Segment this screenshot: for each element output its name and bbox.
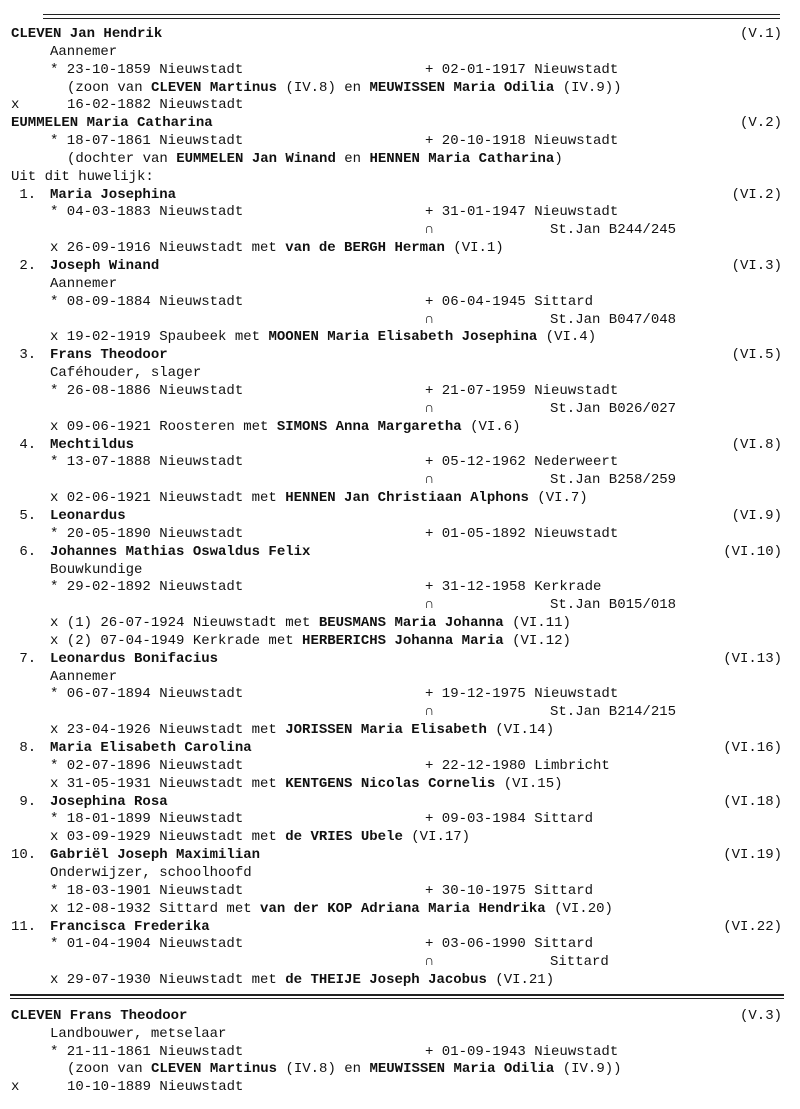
inline-run bbox=[67, 79, 622, 97]
birth-date: * 01-04-1904 Nieuwstadt bbox=[50, 936, 244, 952]
birth-death-line bbox=[0, 1043, 800, 1061]
death-date: + 31-01-1947 Nieuwstadt bbox=[425, 204, 619, 220]
mother-ref: ) bbox=[554, 151, 563, 167]
generation-ref: (VI.3) bbox=[731, 258, 782, 274]
birth-date: * 29-02-1892 Nieuwstadt bbox=[50, 579, 244, 595]
birth-date: * 04-03-1883 Nieuwstadt bbox=[50, 204, 244, 220]
spouse-ref: (VI.7) bbox=[528, 490, 588, 506]
child-number: 1. bbox=[11, 187, 37, 203]
spouse-name: BEUSMANS Maria Johanna bbox=[318, 615, 504, 631]
spouse-name: de VRIES Ubele bbox=[285, 829, 403, 845]
birth-death-line bbox=[0, 685, 800, 703]
child-marriage-line bbox=[0, 971, 800, 989]
child-number: 5. bbox=[11, 508, 37, 524]
child-number: 6. bbox=[11, 544, 37, 560]
burial-line bbox=[0, 596, 800, 614]
birth-death-line bbox=[0, 882, 800, 900]
person-name: CLEVEN Jan Hendrik bbox=[11, 26, 163, 42]
child-name: Johannes Mathias Oswaldus Felix bbox=[50, 544, 311, 560]
child-name: Maria Elisabeth Carolina bbox=[50, 740, 252, 756]
inline-run bbox=[50, 632, 571, 650]
burial-symbol: ∩ bbox=[425, 597, 434, 613]
child-heading bbox=[0, 543, 800, 561]
death-date: + 01-05-1892 Nieuwstadt bbox=[425, 526, 619, 542]
child-marriage-line bbox=[0, 900, 800, 918]
death-date: + 01-09-1943 Nieuwstadt bbox=[425, 1044, 619, 1060]
occupation: Landbouwer, metselaar bbox=[50, 1026, 227, 1042]
spouse-ref: (VI.11) bbox=[503, 615, 571, 631]
person-heading bbox=[0, 114, 800, 132]
top-rule bbox=[43, 14, 780, 15]
child-marriage-line bbox=[0, 489, 800, 507]
top-rule-second bbox=[43, 18, 780, 19]
child-name: Francisca Frederika bbox=[50, 919, 210, 935]
burial-location: St.Jan B015/018 bbox=[550, 597, 677, 613]
spouse-ref: (VI.14) bbox=[486, 722, 555, 738]
parents-prefix: (zoon van bbox=[67, 80, 152, 96]
parents-line bbox=[0, 1060, 800, 1078]
child-marriage-line bbox=[0, 775, 800, 793]
occupation: Caféhouder, slager bbox=[50, 365, 202, 381]
birth-death-line bbox=[0, 203, 800, 221]
birth-death-line bbox=[0, 382, 800, 400]
death-date: + 09-03-1984 Sittard bbox=[425, 811, 594, 827]
child-heading bbox=[0, 739, 800, 757]
death-date: + 30-10-1975 Sittard bbox=[425, 883, 594, 899]
marriage-date-place: 16-02-1882 Nieuwstadt bbox=[67, 97, 244, 113]
parents-prefix: (dochter van bbox=[67, 151, 177, 167]
occupation-line bbox=[0, 668, 800, 686]
marriage-date-place: x 29-07-1930 Nieuwstadt met bbox=[50, 972, 286, 988]
burial-symbol: ∩ bbox=[425, 222, 434, 238]
spouse-name: JORISSEN Maria Elisabeth bbox=[285, 722, 487, 738]
child-heading bbox=[0, 507, 800, 525]
inline-run bbox=[67, 1060, 622, 1078]
inline-run bbox=[50, 418, 521, 436]
burial-symbol: ∩ bbox=[425, 312, 434, 328]
death-date: + 05-12-1962 Nederweert bbox=[425, 454, 619, 470]
birth-date: * 21-11-1861 Nieuwstadt bbox=[50, 1044, 244, 1060]
child-marriage-line bbox=[0, 614, 800, 632]
generation-ref: (VI.10) bbox=[723, 544, 782, 560]
person-heading bbox=[0, 25, 800, 43]
birth-death-line bbox=[0, 578, 800, 596]
child-number: 4. bbox=[11, 437, 37, 453]
burial-location: St.Jan B244/245 bbox=[550, 222, 677, 238]
child-marriage-line bbox=[0, 328, 800, 346]
children-intro bbox=[0, 168, 800, 186]
generation-ref: (V.1) bbox=[739, 26, 782, 42]
inline-run bbox=[50, 489, 588, 507]
marriage-date-place: x 31-05-1931 Nieuwstadt met bbox=[50, 776, 286, 792]
generation-ref: (VI.22) bbox=[723, 919, 782, 935]
marriage-date-place: x 12-08-1932 Sittard met bbox=[50, 901, 261, 917]
generation-ref: (VI.18) bbox=[723, 794, 782, 810]
marriage-date-place: x 02-06-1921 Nieuwstadt met bbox=[50, 490, 286, 506]
burial-symbol: ∩ bbox=[425, 472, 434, 488]
occupation-line bbox=[0, 561, 800, 579]
intro-text: Uit dit huwelijk: bbox=[11, 169, 154, 185]
parents-line bbox=[0, 150, 800, 168]
birth-date: * 13-07-1888 Nieuwstadt bbox=[50, 454, 244, 470]
person-name: CLEVEN Frans Theodoor bbox=[11, 1008, 188, 1024]
birth-date: * 08-09-1884 Nieuwstadt bbox=[50, 294, 244, 310]
child-name: Frans Theodoor bbox=[50, 347, 168, 363]
inline-run bbox=[50, 971, 554, 989]
burial-line bbox=[0, 400, 800, 418]
father-ref: (IV.8) en bbox=[277, 1061, 370, 1077]
birth-date: * 18-03-1901 Nieuwstadt bbox=[50, 883, 244, 899]
generation-ref: (VI.13) bbox=[723, 651, 782, 667]
burial-location: St.Jan B026/027 bbox=[550, 401, 677, 417]
person-heading bbox=[0, 1007, 800, 1025]
child-name: Joseph Winand bbox=[50, 258, 160, 274]
occupation-line bbox=[0, 1025, 800, 1043]
birth-date: * 23-10-1859 Nieuwstadt bbox=[50, 62, 244, 78]
birth-death-line bbox=[0, 132, 800, 150]
spouse-ref: (VI.20) bbox=[545, 901, 613, 917]
child-name: Maria Josephina bbox=[50, 187, 177, 203]
generation-ref: (VI.19) bbox=[723, 847, 782, 863]
child-heading bbox=[0, 793, 800, 811]
marriage-mark: x bbox=[11, 1079, 20, 1095]
child-marriage-line bbox=[0, 239, 800, 257]
child-heading bbox=[0, 650, 800, 668]
child-number: 10. bbox=[11, 847, 37, 863]
birth-date: * 20-05-1890 Nieuwstadt bbox=[50, 526, 244, 542]
child-name: Leonardus Bonifacius bbox=[50, 651, 219, 667]
death-date: + 03-06-1990 Sittard bbox=[425, 936, 594, 952]
person-name: EUMMELEN Maria Catharina bbox=[11, 115, 213, 131]
marriage-date-place: x (1) 26-07-1924 Nieuwstadt met bbox=[50, 615, 319, 631]
marriage-date-place: x (2) 07-04-1949 Kerkrade met bbox=[50, 633, 303, 649]
inline-run bbox=[50, 721, 554, 739]
death-date: + 20-10-1918 Nieuwstadt bbox=[425, 133, 619, 149]
spouse-name: de THEIJE Joseph Jacobus bbox=[285, 972, 487, 988]
burial-location: St.Jan B047/048 bbox=[550, 312, 677, 328]
inline-run bbox=[50, 239, 504, 257]
burial-location: Sittard bbox=[550, 954, 609, 970]
mother-name: MEUWISSEN Maria Odilia bbox=[369, 1061, 555, 1077]
burial-location: St.Jan B214/215 bbox=[550, 704, 677, 720]
child-name: Gabriël Joseph Maximilian bbox=[50, 847, 261, 863]
death-date: + 02-01-1917 Nieuwstadt bbox=[425, 62, 619, 78]
child-number: 8. bbox=[11, 740, 37, 756]
generation-ref: (VI.9) bbox=[731, 508, 782, 524]
marriage-date-place: x 19-02-1919 Spaubeek met bbox=[50, 329, 269, 345]
birth-date: * 02-07-1896 Nieuwstadt bbox=[50, 758, 244, 774]
birth-death-line bbox=[0, 453, 800, 471]
occupation-line bbox=[0, 43, 800, 61]
child-heading bbox=[0, 257, 800, 275]
spouse-ref: (VI.12) bbox=[503, 633, 571, 649]
mother-name: MEUWISSEN Maria Odilia bbox=[369, 80, 555, 96]
burial-line bbox=[0, 221, 800, 239]
spouse-ref: (VI.15) bbox=[495, 776, 563, 792]
inline-run bbox=[67, 150, 563, 168]
death-date: + 21-07-1959 Nieuwstadt bbox=[425, 383, 619, 399]
father-ref: (IV.8) en bbox=[277, 80, 370, 96]
parents-line bbox=[0, 79, 800, 97]
child-number: 3. bbox=[11, 347, 37, 363]
inline-run bbox=[50, 900, 613, 918]
birth-death-line bbox=[0, 935, 800, 953]
child-name: Josephina Rosa bbox=[50, 794, 168, 810]
spouse-ref: (VI.4) bbox=[537, 329, 597, 345]
spouse-name: HENNEN Jan Christiaan Alphons bbox=[285, 490, 529, 506]
child-heading bbox=[0, 186, 800, 204]
birth-death-line bbox=[0, 293, 800, 311]
burial-symbol: ∩ bbox=[425, 954, 434, 970]
father-name: CLEVEN Martinus bbox=[151, 1061, 278, 1077]
marriage-line bbox=[0, 1078, 800, 1096]
generation-ref: (V.3) bbox=[739, 1008, 782, 1024]
child-heading bbox=[0, 846, 800, 864]
birth-death-line bbox=[0, 810, 800, 828]
child-name: Leonardus bbox=[50, 508, 126, 524]
spouse-name: van der KOP Adriana Maria Hendrika bbox=[260, 901, 546, 917]
father-name: EUMMELEN Jan Winand bbox=[176, 151, 336, 167]
burial-line bbox=[0, 703, 800, 721]
generation-ref: (VI.16) bbox=[723, 740, 782, 756]
child-marriage-line bbox=[0, 632, 800, 650]
marriage-date-place: x 09-06-1921 Roosteren met bbox=[50, 419, 277, 435]
birth-date: * 06-07-1894 Nieuwstadt bbox=[50, 686, 244, 702]
child-marriage-line bbox=[0, 828, 800, 846]
burial-symbol: ∩ bbox=[425, 401, 434, 417]
burial-location: St.Jan B258/259 bbox=[550, 472, 677, 488]
occupation: Bouwkundige bbox=[50, 562, 143, 578]
child-name: Mechtildus bbox=[50, 437, 135, 453]
child-number: 11. bbox=[11, 919, 37, 935]
spouse-name: SIMONS Anna Margaretha bbox=[276, 419, 462, 435]
mother-ref: (IV.9)) bbox=[554, 1061, 622, 1077]
birth-death-line bbox=[0, 525, 800, 543]
birth-death-line bbox=[0, 757, 800, 775]
marriage-date-place: x 23-04-1926 Nieuwstadt met bbox=[50, 722, 286, 738]
burial-line bbox=[0, 471, 800, 489]
spouse-name: HERBERICHS Johanna Maria bbox=[302, 633, 504, 649]
section-divider bbox=[10, 994, 784, 996]
father-ref: en bbox=[335, 151, 370, 167]
spouse-ref: (VI.6) bbox=[461, 419, 521, 435]
birth-death-line bbox=[0, 61, 800, 79]
death-date: + 31-12-1958 Kerkrade bbox=[425, 579, 602, 595]
spouse-name: KENTGENS Nicolas Cornelis bbox=[285, 776, 496, 792]
burial-symbol: ∩ bbox=[425, 704, 434, 720]
section-divider-second bbox=[10, 998, 784, 999]
occupation: Onderwijzer, schoolhoofd bbox=[50, 865, 252, 881]
child-marriage-line bbox=[0, 721, 800, 739]
inline-run bbox=[50, 775, 563, 793]
spouse-name: MOONEN Maria Elisabeth Josephina bbox=[268, 329, 538, 345]
generation-ref: (VI.8) bbox=[731, 437, 782, 453]
birth-date: * 18-01-1899 Nieuwstadt bbox=[50, 811, 244, 827]
child-heading bbox=[0, 346, 800, 364]
child-heading bbox=[0, 436, 800, 454]
child-heading bbox=[0, 918, 800, 936]
spouse-name: van de BERGH Herman bbox=[285, 240, 445, 256]
child-number: 7. bbox=[11, 651, 37, 667]
marriage-line bbox=[0, 96, 800, 114]
occupation: Aannemer bbox=[50, 669, 118, 685]
child-number: 2. bbox=[11, 258, 37, 274]
occupation: Aannemer bbox=[50, 44, 118, 60]
generation-ref: (V.2) bbox=[739, 115, 782, 131]
child-number: 9. bbox=[11, 794, 37, 810]
parents-prefix: (zoon van bbox=[67, 1061, 152, 1077]
death-date: + 22-12-1980 Limbricht bbox=[425, 758, 610, 774]
marriage-mark: x bbox=[11, 97, 20, 113]
father-name: CLEVEN Martinus bbox=[151, 80, 278, 96]
marriage-date-place: x 03-09-1929 Nieuwstadt met bbox=[50, 829, 286, 845]
birth-date: * 26-08-1886 Nieuwstadt bbox=[50, 383, 244, 399]
burial-line bbox=[0, 953, 800, 971]
generation-ref: (VI.2) bbox=[731, 187, 782, 203]
inline-run bbox=[50, 328, 596, 346]
occupation: Aannemer bbox=[50, 276, 118, 292]
burial-line bbox=[0, 311, 800, 329]
death-date: + 19-12-1975 Nieuwstadt bbox=[425, 686, 619, 702]
marriage-date-place: x 26-09-1916 Nieuwstadt met bbox=[50, 240, 286, 256]
inline-run bbox=[50, 828, 470, 846]
birth-date: * 18-07-1861 Nieuwstadt bbox=[50, 133, 244, 149]
spouse-ref: (VI.21) bbox=[486, 972, 555, 988]
marriage-date-place: 10-10-1889 Nieuwstadt bbox=[67, 1079, 244, 1095]
occupation-line bbox=[0, 364, 800, 382]
spouse-ref: (VI.1) bbox=[444, 240, 504, 256]
mother-name: HENNEN Maria Catharina bbox=[369, 151, 555, 167]
occupation-line bbox=[0, 864, 800, 882]
spouse-ref: (VI.17) bbox=[402, 829, 471, 845]
death-date: + 06-04-1945 Sittard bbox=[425, 294, 594, 310]
mother-ref: (IV.9)) bbox=[554, 80, 622, 96]
inline-run bbox=[50, 614, 571, 632]
occupation-line bbox=[0, 275, 800, 293]
child-marriage-line bbox=[0, 418, 800, 436]
generation-ref: (VI.5) bbox=[731, 347, 782, 363]
